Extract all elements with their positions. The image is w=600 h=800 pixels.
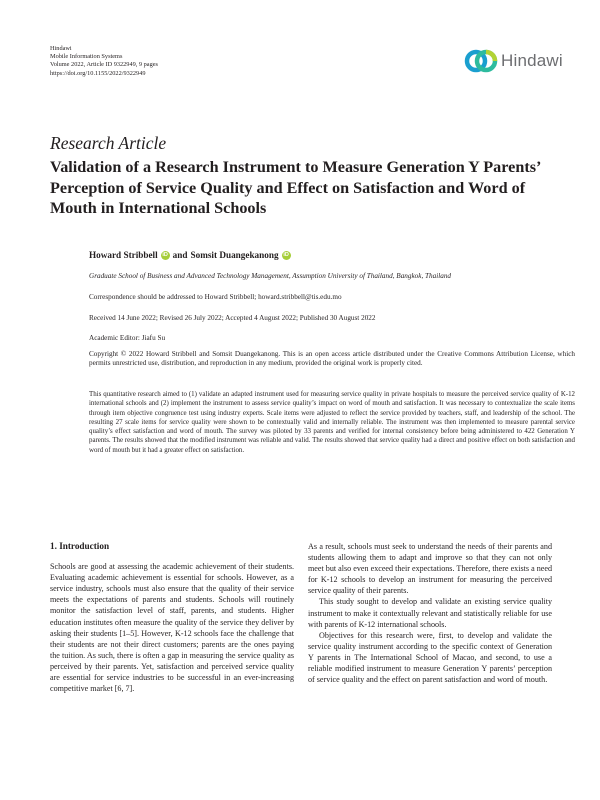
journal-name: Mobile Information Systems xyxy=(50,53,123,61)
author-list xyxy=(89,250,294,260)
author-2[interactable]: Somsit Duangekanong xyxy=(190,250,279,260)
hindawi-logo[interactable] xyxy=(464,47,563,75)
copyright-notice: Copyright © 2022 Howard Stribbell and Somsit Duangekanong. This is an open access article distributed under the Creative Commons Attribution License, which permits unrestricted use, distribution, and reproduction in any medium, provided the original work is properly cited. xyxy=(89,350,575,368)
affiliation: Graduate School of Business and Advanced Technology Management, Assumption University of Thailand, Bangkok, Thailand xyxy=(89,272,452,280)
author-connector: and xyxy=(172,250,188,260)
body-paragraph: As a result, schools must seek to understand the needs of their parents and students allowing them to adapt and improve so that they can not only meet but also even exceed their expectations. Therefore, there exists a need for K-12 schools to develop an instrument for measuring the perceived service quality of their parents. xyxy=(308,542,552,596)
body-paragraph: Objectives for this research were, first, to develop and validate the service quality instrument according to the specific context of Generation Y parents in The International School of Macao, and second, to use a reliable modified instrument to measure Generation Y parents’ perception of service quality and the effect on parent satisfaction and word of mouth. xyxy=(308,630,552,685)
orcid-icon[interactable]: iD xyxy=(283,251,289,258)
abstract: This quantitative research aimed to (1) validate an adapted instrument used for measuring service quality in private hospitals to measure the perceived service quality of K-12 international schools and (2) implement the instrument to assess service quality’s impact on word of mouth and satisfaction. It was necessary to contextualize the scale items through item objective congruence test using industry experts. Scale items were adjusted to reflect the service provided by teachers, staff, and leadership of the school. The resulting 27 scale items for service quality were shown to be contextually valid and internally reliable. The instrument was then implemented to measure parental service quality’s effect satisfaction and word of mouth. The survey was piloted by 33 parents and verified for internal consistency before being administered to 422 Generation Y parents. The results showed that the modified instrument was reliable and valid. The results showed that service quality had a direct and positive effect on both satisfaction and word of mouth but it had a greater effect on satisfaction. xyxy=(89,391,575,454)
article-type: Research Article xyxy=(50,133,167,153)
academic-editor: Academic Editor: Jiafu Su xyxy=(89,334,166,342)
publisher-name: Hindawi xyxy=(50,45,72,52)
body-column-right xyxy=(308,541,552,685)
body-paragraph: This study sought to develop and validate an existing service quality instrument to make it contextually relevant and statistically reliable for use with parents of K-12 international schools. xyxy=(308,597,552,629)
article-title: Validation of a Research Instrument to Measure Generation Y Parents’ Perception of Service Quality and Effect on Satisfaction and Word of Mouth in International Schools xyxy=(50,158,541,217)
body-paragraph: Schools are good at assessing the academic achievement of their students. Evaluating academic achievement is essential for schools. However, as a service industry, schools must also ensure that the quality of their service meets the expectations of parents and students. Schools will routinely monitor the satisfaction level of staff, parents, and students. Higher education institutes often measure the quality of the service they deliver by asking their students [1–5]. However, K-12 schools face the challenge that their students are not their direct customers; parents are the ones paying the tuition. As such, there is often a gap in measuring the service quality as perceived by their parents. Yet, satisfaction and perceived service quality are essential for service industries to be successful in an ever-increasing competitive market [6, 7]. xyxy=(50,562,294,694)
hindawi-logo-icon xyxy=(464,47,498,75)
journal-header xyxy=(50,45,158,78)
logo-text: Hindawi xyxy=(501,51,563,70)
author-1[interactable]: Howard Stribbell xyxy=(89,250,158,260)
body-column-left xyxy=(50,541,294,694)
volume-info: Volume 2022, Article ID 9322949, 9 pages xyxy=(50,61,158,69)
orcid-icon[interactable]: iD xyxy=(162,251,168,258)
doi-link[interactable]: https://doi.org/10.1155/2022/9322949 xyxy=(50,69,146,77)
publication-dates: Received 14 June 2022; Revised 26 July 2022; Accepted 4 August 2022; Published 30 August 2022 xyxy=(89,314,376,322)
section-heading: 1. Introduction xyxy=(50,541,110,551)
correspondence: Correspondence should be addressed to Howard Stribbell; howard.stribbell@tis.edu.mo xyxy=(89,293,342,301)
